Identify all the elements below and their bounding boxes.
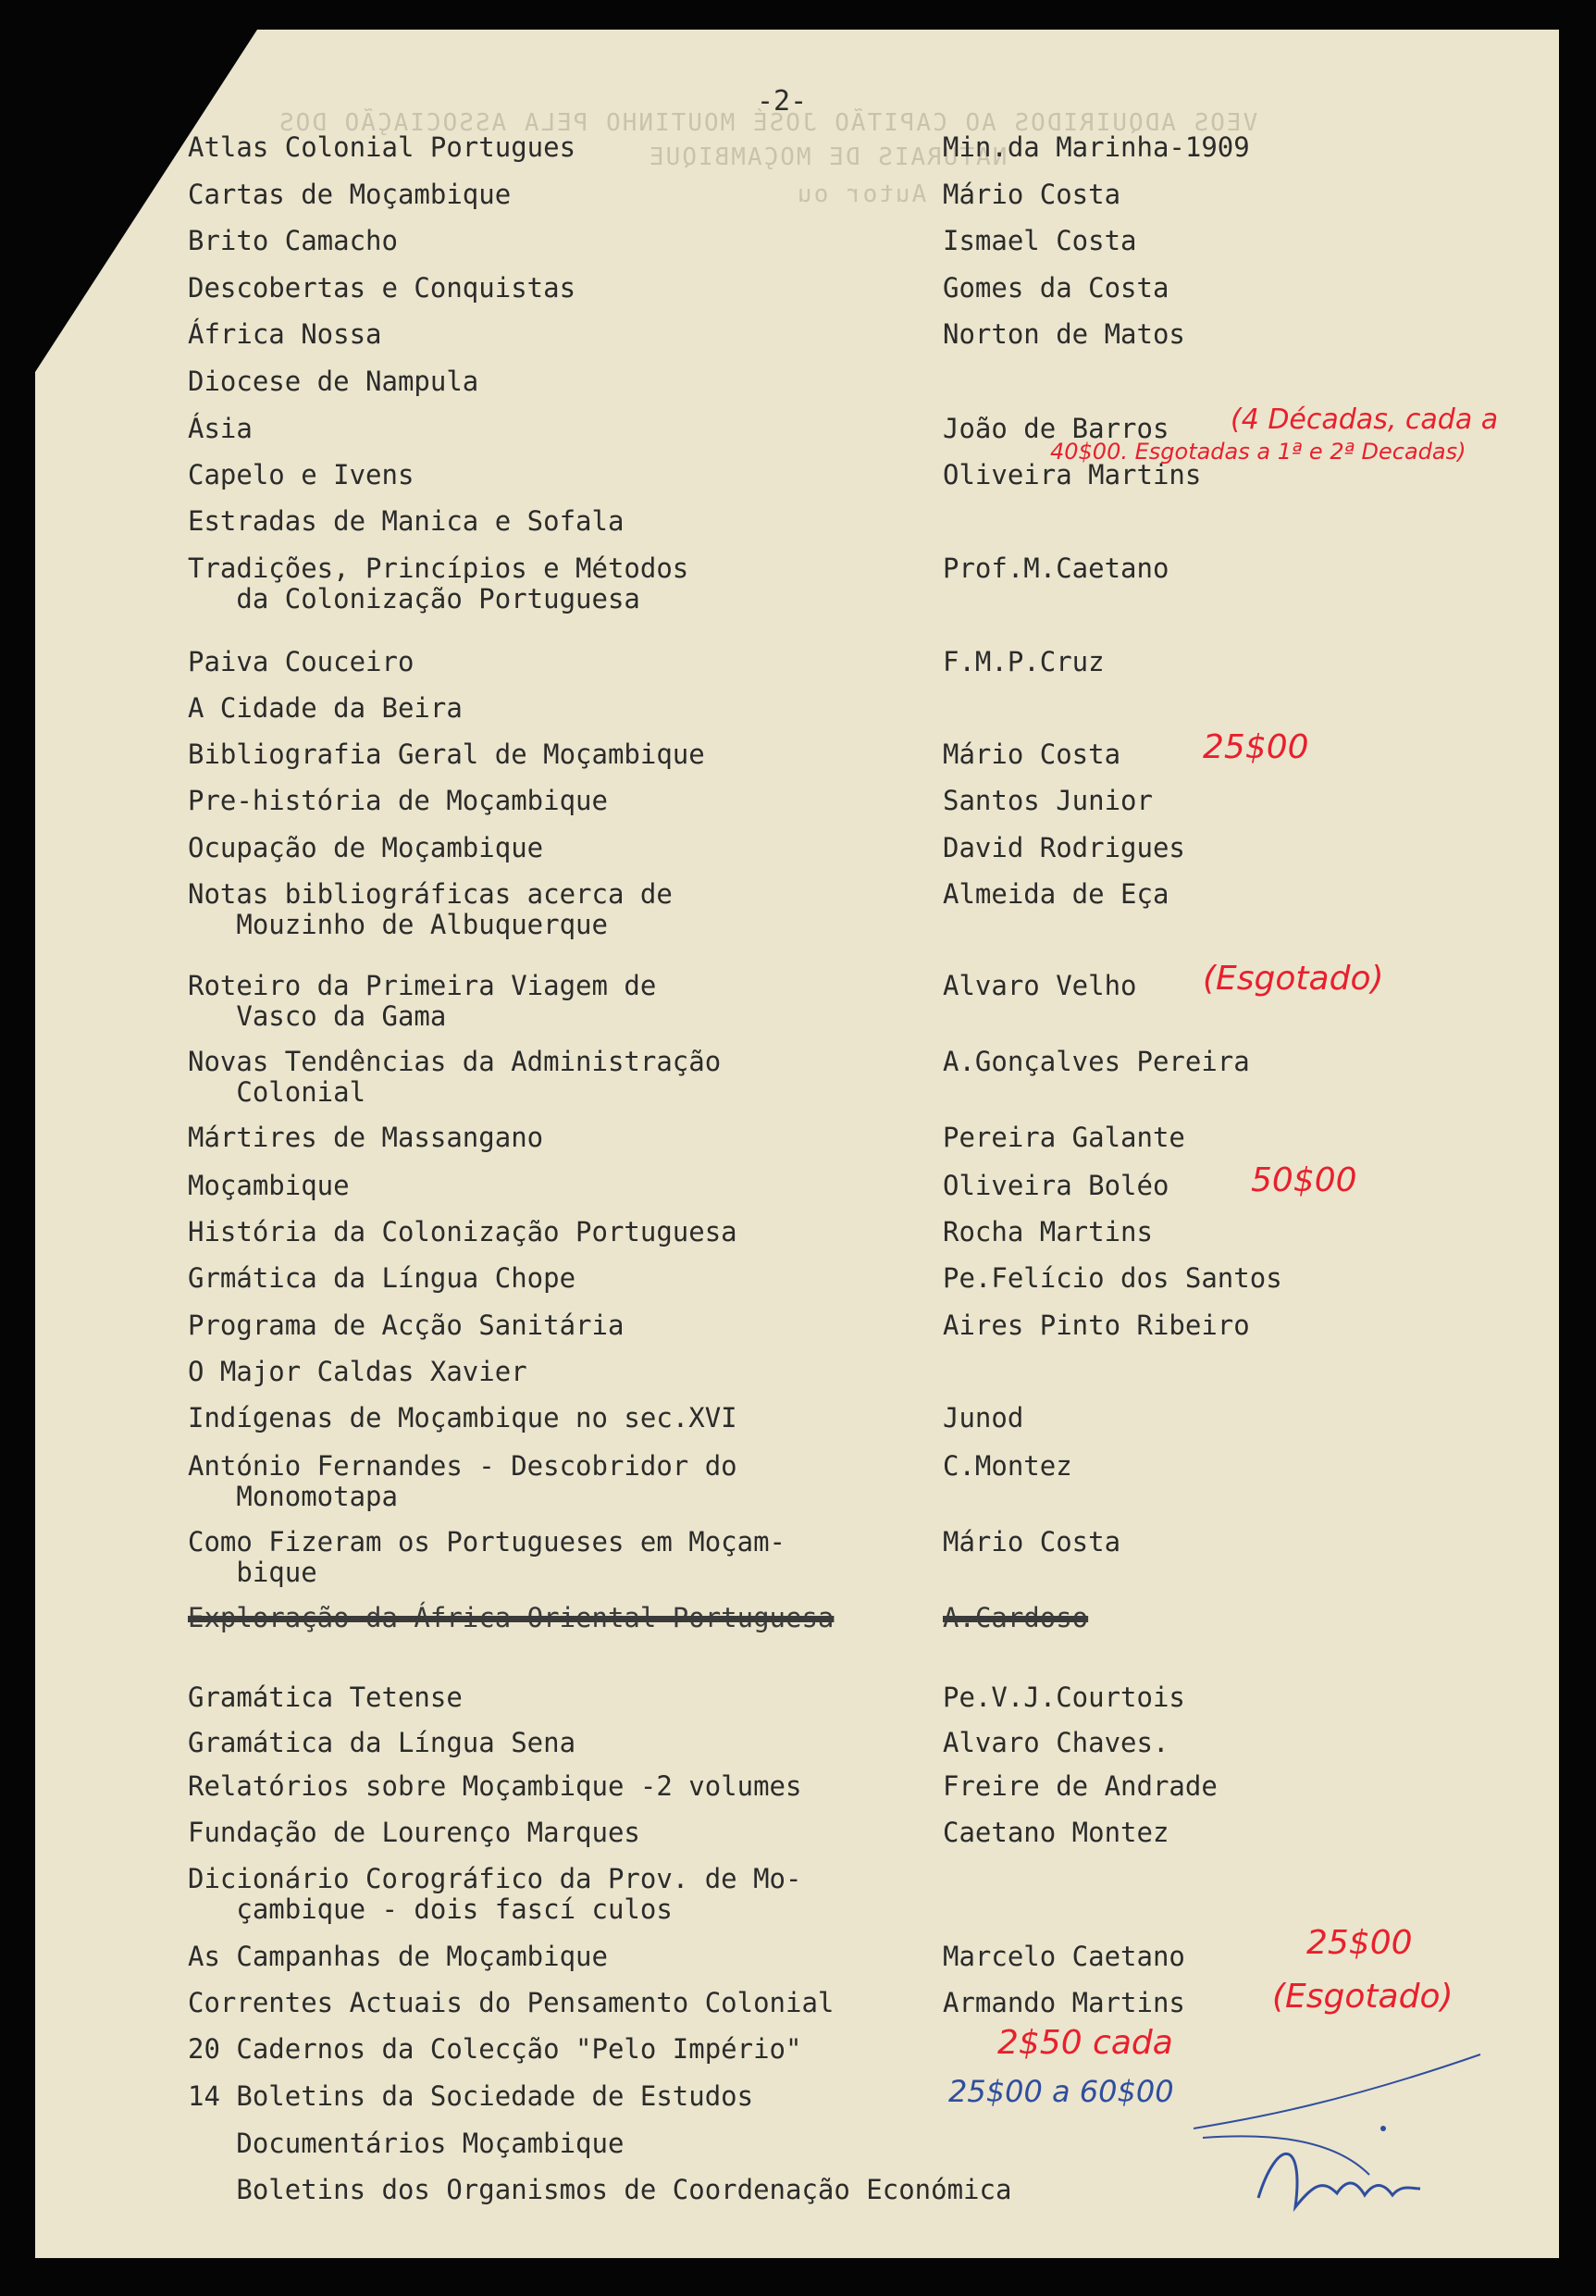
book-author: Junod	[943, 1402, 1024, 1433]
book-author: Ismael Costa	[943, 225, 1137, 256]
book-title: Correntes Actuais do Pensamento Colonial	[188, 1987, 835, 2018]
signature	[1184, 1999, 1490, 2230]
book-title: Fundação de Lourenço Marques	[188, 1817, 640, 1848]
book-title: Programa de Acção Sanitária	[188, 1309, 625, 1341]
bleed-through-line: NATURAIS DE MOÇAMBIQUE	[648, 143, 1008, 171]
struck-title: Exploração da África Oriental Portuguesa	[188, 1602, 835, 1633]
book-author: Aires Pinto Ribeiro	[943, 1309, 1250, 1341]
book-author: A.Gonçalves Pereira	[943, 1046, 1250, 1077]
book-author: Gomes da Costa	[943, 272, 1169, 304]
book-title: História da Colonização Portuguesa	[188, 1216, 737, 1247]
handwritten-note: (4 Décadas, cada a	[1231, 403, 1499, 436]
book-title: Mártires de Massangano	[188, 1122, 544, 1153]
book-title: Boletins dos Organismos de Coordenação Económica	[188, 2174, 1012, 2205]
handwritten-price: 25$00 a 60$00	[948, 2074, 1174, 2109]
book-title: Notas bibliográficas acerca de Mouzinho de Albuquerque	[188, 878, 673, 940]
struck-author: A.Cardoso	[943, 1602, 1089, 1633]
bleed-through-line: VEOS ADQUIRIDOS AO CAPITÃO JOSÉ MOUTINHO PELA ASSOCIAÇÃO DOS	[278, 109, 1258, 137]
bleed-through-line: Autor ou	[796, 180, 927, 208]
book-author: Pe.Felício dos Santos	[943, 1262, 1282, 1294]
book-title: Relatórios sobre Moçambique -2 volumes	[188, 1770, 802, 1802]
handwritten-price: 25$00	[1203, 728, 1309, 766]
book-title: Grmática da Língua Chope	[188, 1262, 576, 1294]
book-author: Oliveira Martins	[943, 459, 1202, 490]
book-title: Cartas de Moçambique	[188, 179, 512, 210]
book-author: Alvaro Chaves.	[943, 1727, 1169, 1758]
book-title: Pre-história de Moçambique	[188, 785, 608, 816]
book-title: 20 Cadernos da Colecção "Pelo Império"	[188, 2033, 802, 2065]
book-title: O Major Caldas Xavier	[188, 1356, 527, 1387]
book-title: Descobertas e Conquistas	[188, 272, 576, 304]
book-title: Brito Camacho	[188, 225, 398, 256]
book-title: África Nossa	[188, 318, 382, 350]
book-author: Santos Junior	[943, 785, 1153, 816]
book-title: Bibliografia Geral de Moçambique	[188, 738, 705, 770]
book-title: Ocupação de Moçambique	[188, 832, 544, 863]
handwritten-note: 40$00. Esgotadas a 1ª e 2ª Decadas)	[1050, 439, 1466, 465]
book-title: Documentários Moçambique	[188, 2128, 625, 2159]
book-author: Mário Costa	[943, 1526, 1121, 1558]
book-author: Prof.M.Caetano	[943, 552, 1169, 584]
book-author: Min.da Marinha-1909	[943, 131, 1250, 163]
book-author: Pe.V.J.Courtois	[943, 1682, 1185, 1713]
book-author: Norton de Matos	[943, 318, 1185, 350]
book-author: Mário Costa	[943, 179, 1121, 210]
book-author: C.Montez	[943, 1450, 1072, 1482]
book-title: Capelo e Ivens	[188, 459, 414, 490]
book-title: António Fernandes - Descobridor do Monomotapa	[188, 1450, 737, 1512]
book-title: Paiva Couceiro	[188, 646, 414, 677]
book-author: Rocha Martins	[943, 1216, 1153, 1247]
book-author: Almeida de Eça	[943, 878, 1169, 910]
book-title: 14 Boletins da Sociedade de Estudos	[188, 2080, 754, 2112]
book-title: Dicionário Corográfico da Prov. de Mo- çambique - dois fascí culos	[188, 1863, 802, 1925]
book-title: Ásia	[188, 413, 253, 444]
book-author: Mário Costa	[943, 738, 1121, 770]
book-author: Alvaro Velho	[943, 970, 1137, 1001]
handwritten-price: 50$00	[1251, 1161, 1357, 1199]
book-title: Tradições, Princípios e Métodos da Colonização Portuguesa	[188, 552, 689, 614]
book-author: Oliveira Boléo	[943, 1170, 1169, 1201]
book-author: David Rodrigues	[943, 832, 1185, 863]
book-author: Freire de Andrade	[943, 1770, 1218, 1802]
book-title: Atlas Colonial Portugues	[188, 131, 576, 163]
book-title: Gramática da Língua Sena	[188, 1727, 576, 1758]
book-author: Armando Martins	[943, 1987, 1185, 2018]
book-author: João de Barros	[943, 413, 1169, 444]
book-title: Estradas de Manica e Sofala	[188, 505, 625, 537]
book-title: Como Fizeram os Portugueses em Moçam- bique	[188, 1526, 786, 1588]
book-title: Moçambique	[188, 1170, 350, 1201]
page-number: -2-	[757, 85, 808, 118]
handwritten-price: 2$50 cada	[997, 2024, 1173, 2062]
book-title: As Campanhas de Moçambique	[188, 1941, 608, 1972]
book-author: Caetano Montez	[943, 1817, 1169, 1848]
book-author: Marcelo Caetano	[943, 1941, 1185, 1972]
book-title: Indígenas de Moçambique no sec.XVI	[188, 1402, 737, 1433]
book-author: Pereira Galante	[943, 1122, 1185, 1153]
book-author: F.M.P.Cruz	[943, 646, 1105, 677]
handwritten-note: (Esgotado)	[1203, 960, 1384, 998]
book-title: Diocese de Nampula	[188, 366, 479, 397]
book-title: Gramática Tetense	[188, 1682, 463, 1713]
handwritten-price: 25$00	[1306, 1924, 1413, 1962]
book-title: Roteiro da Primeira Viagem de Vasco da Gama	[188, 970, 657, 1032]
book-title: A Cidade da Beira	[188, 692, 463, 724]
handwritten-note: (Esgotado)	[1272, 1978, 1454, 2016]
book-title: Novas Tendências da Administração Colonial	[188, 1046, 722, 1108]
